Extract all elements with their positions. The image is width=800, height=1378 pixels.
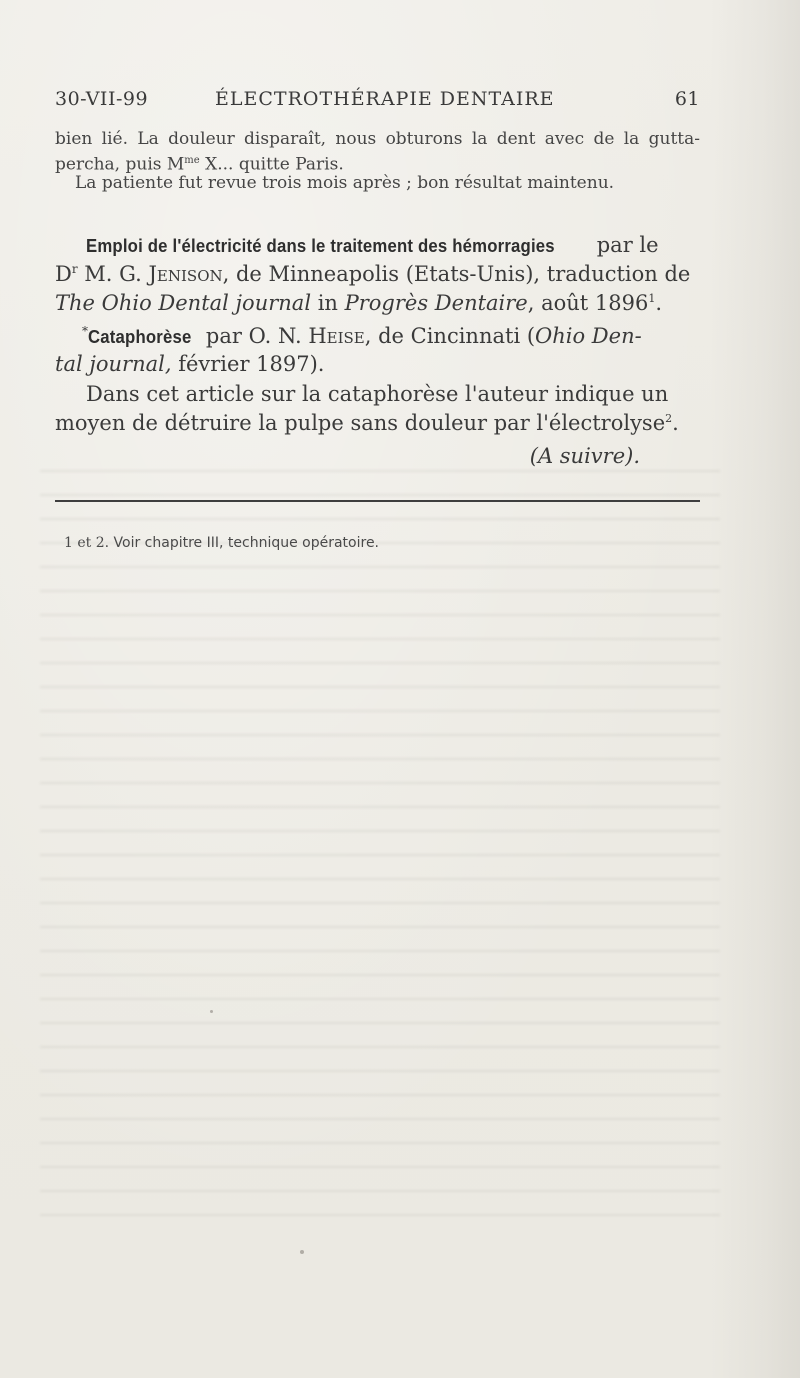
para1-line1: bien lié. La douleur disparaît, nous obturons la dent avec de la gutta- (55, 129, 700, 149)
header-title: ÉLECTROTHÉRAPIE DENTAIRE (215, 88, 555, 110)
header-date: 30-VII-99 (55, 88, 149, 110)
cataphorese-star: * (82, 324, 88, 338)
cataphorese-par: par O. N. (199, 324, 309, 348)
para2-end: . (672, 411, 679, 435)
emploi-dr: D (55, 262, 72, 286)
cataphorese-date: février 1897). (171, 352, 325, 376)
cataphorese-line1 (82, 324, 727, 348)
para1-line2-post: X... quitte Paris. (199, 154, 344, 175)
para2-line2 (55, 411, 700, 435)
emploi-line2-post: , de Minneapolis (Etats-Unis), traduction de (222, 262, 691, 286)
emploi-journal: The Ohio Dental journal (55, 291, 312, 315)
paper-speck (210, 1010, 213, 1013)
cataphorese-journal-a: Ohio Den- (535, 324, 642, 348)
emploi-dr-sup: r (71, 262, 78, 276)
emploi-heading (86, 233, 700, 257)
emploi-title-tail: par le (590, 233, 659, 257)
page-edge-shadow (710, 0, 800, 1378)
page-number: 61 (674, 88, 700, 110)
cataphorese-line2 (55, 352, 700, 376)
para2-line1: Dans cet article sur la cataphorèse l'auteur indique un (86, 382, 669, 406)
footnote-divider (55, 500, 700, 502)
emploi-in: in (311, 291, 345, 315)
para2-note-ref: 2 (665, 412, 673, 425)
emploi-progres: Progrès Dentaire (344, 291, 528, 315)
footnote-text: Voir chapitre III, technique opératoire. (109, 535, 380, 551)
bleed-through-texture (40, 470, 720, 1230)
emploi-source-line (55, 291, 700, 315)
running-header (55, 88, 700, 118)
footnote (64, 535, 379, 551)
cataphorese-title: Cataphorèse (88, 327, 192, 347)
emploi-author: Jenison (148, 262, 223, 286)
para1-line2-sup: me (184, 155, 200, 166)
a-suivre: (A suivre). (529, 444, 640, 468)
para1-line3: La patiente fut revue trois mois après ; bon résultat maintenu. (75, 173, 615, 193)
emploi-initials: M. G. (77, 262, 149, 286)
para2-line2-text: moyen de détruire la pulpe sans douleur par l'électrolyse (55, 411, 666, 435)
emploi-note-ref: 1 (648, 292, 656, 305)
cataphorese-journal-b: tal journal, (55, 352, 172, 376)
emploi-title: Emploi de l'électricité dans le traitement des hémorragies (86, 236, 555, 256)
para1-line2-pre: percha, puis M (55, 154, 185, 175)
emploi-author-line (55, 262, 700, 286)
footnote-nums: 1 et 2. (64, 535, 110, 551)
paper-speck (300, 1250, 304, 1254)
emploi-end: . (655, 291, 663, 315)
cataphorese-post: , de Cincinnati ( (364, 324, 536, 348)
emploi-date: , août 1896 (527, 291, 649, 315)
cataphorese-author: Heise (308, 324, 365, 348)
